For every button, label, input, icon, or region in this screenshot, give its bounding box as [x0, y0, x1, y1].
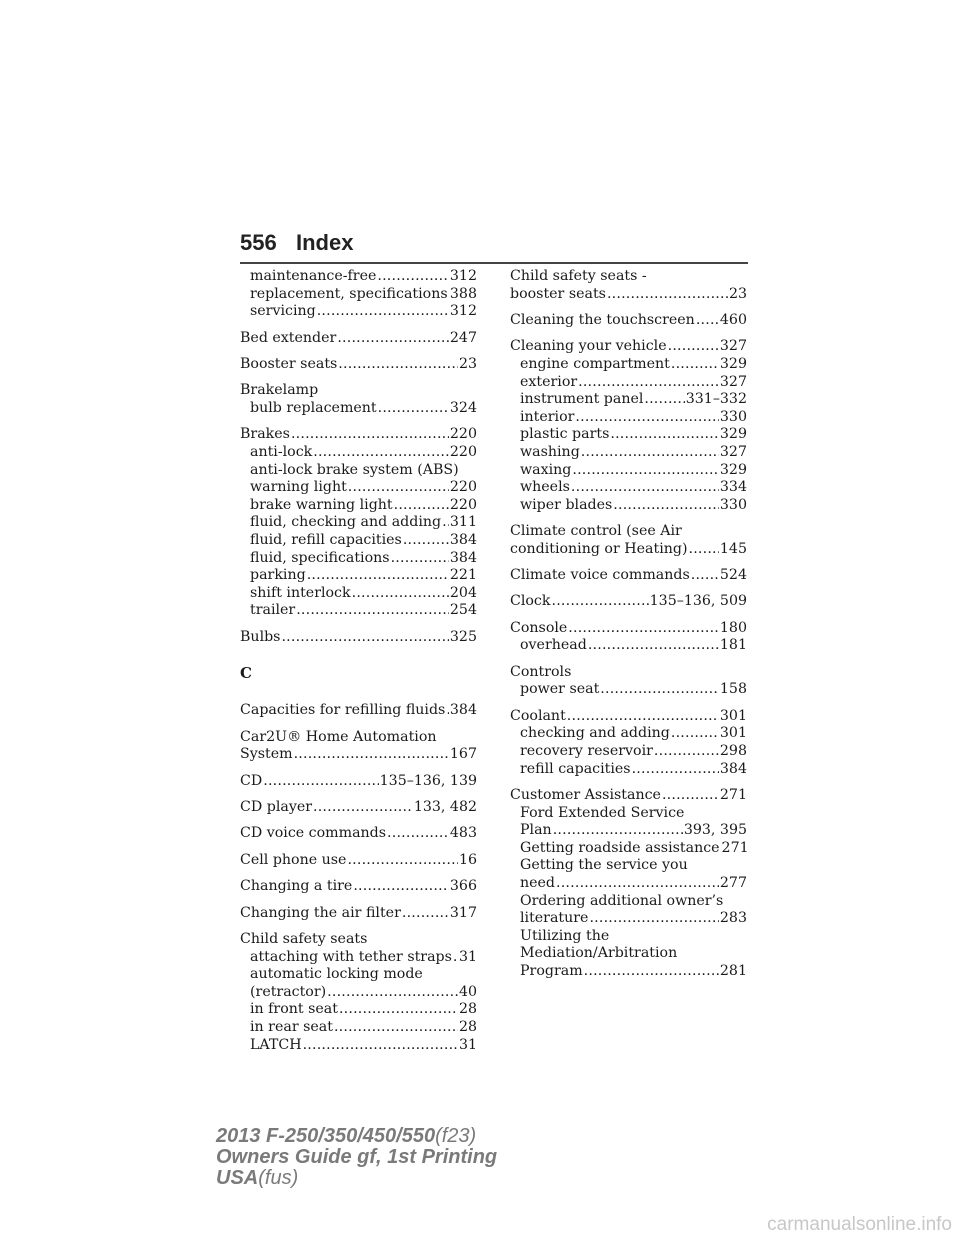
dot-leader: [303, 1037, 458, 1055]
index-subentry: [510, 857, 747, 875]
entry-text: Clock: [510, 593, 551, 610]
index-subentry: [510, 910, 747, 928]
entry-text: need: [520, 874, 556, 891]
page-reference: 220: [449, 479, 477, 496]
index-subentry: [510, 444, 747, 462]
index-entry: [240, 330, 477, 348]
entry-text: CD player: [240, 799, 313, 816]
entry-text: automatic locking mode: [250, 966, 423, 983]
dot-leader: [377, 268, 449, 286]
index-entry: [240, 426, 477, 620]
page-reference: 23: [728, 285, 747, 302]
index-term: [510, 523, 747, 541]
dot-leader: [575, 409, 718, 427]
dot-leader: [632, 761, 719, 779]
dot-leader: [402, 905, 449, 923]
dot-leader: [348, 479, 449, 497]
page-reference: 180: [719, 619, 747, 636]
index-subentry: [240, 514, 477, 532]
dot-leader: [671, 356, 719, 374]
entry-text: washing: [520, 443, 580, 460]
watermark: carmanualsonline.info: [767, 1214, 952, 1235]
index-entry: [240, 905, 477, 923]
dot-leader: [600, 681, 719, 699]
entry-text: literature: [520, 910, 589, 927]
index-entry: [240, 382, 477, 417]
entry-text: power seat: [520, 681, 600, 698]
dot-leader: [337, 330, 449, 348]
index-subentry: [510, 725, 747, 743]
entry-text: Coolant: [510, 707, 566, 724]
entry-text: replacement, specifications: [250, 285, 448, 302]
entry-text: brake warning light: [250, 496, 393, 513]
dot-leader: [338, 356, 458, 374]
page-reference: 135–136, 139: [379, 772, 477, 789]
page-reference: 28: [458, 1001, 477, 1018]
dot-leader: [334, 1019, 458, 1037]
index-term: [510, 567, 747, 585]
index-subentry: [240, 497, 477, 515]
index-term: [510, 268, 747, 286]
dot-leader: [281, 629, 448, 647]
entry-text: Program: [520, 962, 583, 979]
dot-leader: [294, 746, 449, 764]
dot-leader: [391, 550, 449, 568]
page-reference: 327: [719, 338, 747, 355]
entry-text: Cleaning your vehicle: [510, 338, 667, 355]
page-reference: 384: [719, 760, 747, 777]
page-reference: 329: [719, 426, 747, 443]
index-subentry: [240, 1019, 477, 1037]
index-subentry: [510, 963, 747, 981]
entry-text: checking and adding: [520, 725, 670, 742]
entry-text: CD: [240, 772, 263, 789]
entry-text: waxing: [520, 461, 572, 478]
index-term: [240, 382, 477, 400]
index-subentry: [240, 444, 477, 462]
index-subentry: [240, 268, 477, 286]
entry-text: servicing: [250, 303, 316, 320]
dot-leader: [696, 312, 719, 330]
index-column-left: [240, 268, 477, 1063]
index-subentry: [240, 1037, 477, 1055]
page-reference: 271: [719, 787, 747, 804]
index-term: [510, 664, 747, 682]
entry-text: booster seats: [510, 285, 606, 302]
page-reference: 301: [719, 725, 747, 742]
index-subentry: [510, 743, 747, 761]
dot-leader: [446, 702, 449, 720]
page-reference: 329: [719, 355, 747, 372]
index-term: [510, 338, 747, 356]
page-reference: 31: [458, 1036, 477, 1053]
index-entry: [510, 523, 747, 558]
index-term: [510, 787, 747, 805]
page-reference: 325: [449, 628, 477, 645]
entry-text: plastic parts: [520, 426, 610, 443]
dot-leader: [607, 286, 728, 304]
page-reference: 271: [721, 839, 749, 856]
entry-text: anti-lock: [250, 443, 313, 460]
index-subentry: [510, 761, 747, 779]
entry-text: fluid, refill capacities: [250, 531, 402, 548]
index-term: [240, 905, 477, 923]
page-reference: 388: [449, 285, 477, 302]
entry-text: wiper blades: [520, 496, 613, 513]
dot-leader: [313, 444, 449, 462]
index-entry: [510, 338, 747, 514]
page-reference: 281: [719, 962, 747, 979]
dot-leader: [442, 514, 449, 532]
entry-text: CD voice commands: [240, 825, 387, 842]
footer-line-2: Owners Guide gf, 1st Printing: [216, 1146, 498, 1168]
entry-text: (retractor): [250, 983, 327, 1000]
dot-leader: [387, 825, 449, 843]
dot-leader: [588, 637, 719, 655]
index-entry: [240, 629, 477, 647]
index-term: [240, 825, 477, 843]
index-entry: [510, 787, 747, 981]
dot-leader: [296, 602, 449, 620]
index-entry: [510, 708, 747, 778]
entry-text: Climate voice commands: [510, 567, 690, 584]
page-reference: 384: [449, 531, 477, 548]
page-reference: 16: [458, 851, 477, 868]
dot-leader: [571, 479, 719, 497]
entry-text: Booster seats: [240, 355, 338, 372]
dot-leader: [352, 585, 449, 603]
page-reference: 384: [449, 549, 477, 566]
dot-leader: [584, 963, 719, 981]
entry-text: warning light: [250, 479, 347, 496]
entry-text: Bed extender: [240, 329, 337, 346]
index-subentry: [240, 400, 477, 418]
dot-leader: [567, 708, 719, 726]
page-reference: 158: [719, 681, 747, 698]
index-subentry: [510, 928, 747, 946]
dot-leader: [551, 593, 648, 611]
entry-text: Ford Extended Service: [520, 804, 685, 821]
entry-text: System: [240, 746, 293, 763]
index-term: [240, 356, 477, 374]
entry-text: Child safety seats: [240, 930, 368, 947]
dot-leader: [339, 1001, 458, 1019]
page-reference: 40: [458, 983, 477, 1000]
index-entry: [510, 620, 747, 655]
entry-text: instrument panel: [520, 391, 644, 408]
dot-leader: [572, 462, 719, 480]
dot-leader: [327, 984, 458, 1002]
index-entry: [240, 931, 477, 1054]
page-reference: 220: [449, 496, 477, 513]
dot-leader: [553, 822, 683, 840]
dot-leader: [313, 799, 413, 817]
entry-text: trailer: [250, 602, 296, 619]
index-term: [240, 330, 477, 348]
index-subentry: [510, 893, 747, 911]
page-reference: 366: [449, 878, 477, 895]
dot-leader: [578, 374, 719, 392]
entry-text: shift interlock: [250, 584, 351, 601]
page-reference: 221: [449, 567, 477, 584]
page-reference: 327: [719, 443, 747, 460]
page-reference: 31: [458, 948, 477, 965]
index-letter-heading: C: [240, 664, 252, 683]
index-subentry: [240, 550, 477, 568]
entry-text: attaching with tether straps: [250, 948, 452, 965]
page-reference: 331–332: [685, 391, 747, 408]
index-subentry: [510, 875, 747, 893]
entry-text: conditioning or Heating): [510, 540, 688, 557]
page-reference: 133, 482: [413, 799, 477, 816]
page-header: [240, 227, 748, 259]
index-term: [240, 931, 477, 949]
index-subentry: [510, 822, 747, 840]
index-subentry: [510, 462, 747, 480]
index-entry: [240, 878, 477, 896]
footer-line-1: [216, 1126, 497, 1147]
page-reference: 247: [449, 329, 477, 346]
entry-text: Ordering additional owner’s: [520, 892, 724, 909]
index-subentry: [510, 805, 747, 823]
dot-leader: [347, 852, 457, 870]
index-term: [240, 878, 477, 896]
footer-market: USA: [216, 1167, 259, 1189]
entry-text: recovery reservoir: [520, 743, 653, 760]
index-subentry: [510, 637, 747, 655]
dot-leader: [291, 426, 449, 444]
dot-leader: [688, 541, 718, 559]
index-term: [510, 708, 747, 726]
page-reference: 301: [719, 707, 747, 724]
dot-leader: [403, 532, 449, 550]
page-reference: 393, 395: [683, 822, 747, 839]
dot-leader: [671, 725, 719, 743]
entry-text: Getting roadside assistance: [520, 839, 720, 856]
entry-text: interior: [520, 408, 575, 425]
index-subentry: [510, 391, 747, 409]
footer-model-code: (f23): [435, 1125, 477, 1147]
entry-text: Utilizing the: [520, 927, 610, 944]
index-entry: [240, 702, 477, 720]
index-entry: [240, 852, 477, 870]
page-reference: 317: [449, 904, 477, 921]
page-reference: 283: [719, 910, 747, 927]
entry-text: Controls: [510, 663, 572, 680]
page-reference: 330: [719, 408, 747, 425]
entry-text: maintenance-free: [250, 268, 377, 284]
entry-text: Changing the air filter: [240, 904, 401, 921]
page-title: Index: [296, 230, 354, 255]
dot-leader: [453, 949, 458, 967]
index-subentry: [240, 303, 477, 321]
index-subentry: [240, 286, 477, 304]
page-reference: 135–136, 509: [649, 593, 747, 610]
entry-text: fluid, specifications: [250, 549, 390, 566]
dot-leader: [613, 497, 719, 515]
page-reference: 329: [719, 461, 747, 478]
dot-leader: [317, 303, 449, 321]
footer-model: 2013 F-250/350/450/550: [216, 1125, 436, 1147]
dot-leader: [394, 497, 449, 515]
dot-leader: [610, 426, 719, 444]
entry-text: Cell phone use: [240, 851, 347, 868]
index-subentry: [510, 681, 747, 699]
page-reference: 254: [449, 602, 477, 619]
entry-text: Console: [510, 619, 568, 636]
index-term: [510, 541, 747, 559]
page-reference: 327: [719, 373, 747, 390]
entry-text: LATCH: [250, 1036, 302, 1053]
entry-text: Child safety seats -: [510, 268, 647, 284]
entry-text: Climate control (see Air: [510, 523, 682, 540]
entry-text: Brakelamp: [240, 382, 319, 399]
page-reference: 324: [449, 399, 477, 416]
dot-leader: [263, 773, 378, 791]
index-entry: [240, 773, 477, 791]
index-subentry: [510, 840, 747, 858]
index-subentry: [240, 585, 477, 603]
index-entry: [510, 268, 747, 303]
dot-leader: [668, 338, 719, 356]
entry-text: in rear seat: [250, 1018, 333, 1035]
index-subentry: [510, 497, 747, 515]
index-term: [240, 852, 477, 870]
page-reference: 204: [449, 584, 477, 601]
index-subentry: [240, 532, 477, 550]
page-reference: 334: [719, 479, 747, 496]
index-term: [240, 629, 477, 647]
entry-text: Bulbs: [240, 628, 281, 645]
index-subentry: [510, 945, 747, 963]
index-term: [240, 702, 477, 720]
index-term: [240, 773, 477, 791]
index-term: [510, 593, 747, 611]
index-subentry: [240, 479, 477, 497]
entry-text: Customer Assistance: [510, 787, 661, 804]
dot-leader: [568, 620, 719, 638]
page-reference: 181: [719, 637, 747, 654]
index-entry: [510, 312, 747, 330]
entry-text: in front seat: [250, 1001, 338, 1018]
entry-text: Mediation/Arbitration: [520, 945, 678, 962]
entry-text: refill capacities: [520, 760, 631, 777]
index-term: [240, 799, 477, 817]
page-reference: 483: [449, 825, 477, 842]
index-subentry: [240, 966, 477, 984]
dot-leader: [589, 910, 718, 928]
index-term: [510, 620, 747, 638]
index-subentry: [510, 479, 747, 497]
index-subentry: [510, 356, 747, 374]
index-term: [240, 746, 477, 764]
dot-leader: [691, 567, 719, 585]
index-subentry: [240, 462, 477, 480]
page-reference: 220: [449, 426, 477, 443]
index-column-right: [510, 268, 747, 989]
index-subentry: [510, 409, 747, 427]
dot-leader: [556, 875, 719, 893]
page-reference: 145: [719, 540, 747, 557]
entry-text: bulb replacement: [250, 399, 377, 416]
page-reference: 312: [449, 268, 477, 284]
entry-text: Car2U® Home Automation: [240, 728, 437, 745]
index-entry: [510, 664, 747, 699]
page-reference: 220: [449, 443, 477, 460]
index-subentry: [240, 984, 477, 1002]
index-term: [240, 729, 477, 747]
index-entry: [240, 268, 477, 321]
index-subentry: [510, 426, 747, 444]
entry-text: Brakes: [240, 426, 290, 443]
index-subentry: [510, 374, 747, 392]
entry-text: parking: [250, 567, 306, 584]
index-term: [240, 426, 477, 444]
index-entry: [240, 825, 477, 843]
entry-text: Capacities for refilling fluids: [240, 702, 446, 719]
index-entry: [510, 567, 747, 585]
dot-leader: [654, 743, 719, 761]
index-term: [510, 286, 747, 304]
index-entry: [240, 729, 477, 764]
index-entry: [240, 356, 477, 374]
entry-text: Changing a tire: [240, 878, 353, 895]
dot-leader: [662, 787, 719, 805]
index-entry: [510, 593, 747, 611]
page-reference: 311: [449, 514, 477, 531]
index-subentry: [240, 602, 477, 620]
page-reference: 460: [719, 311, 747, 328]
dot-leader: [378, 400, 449, 418]
dot-leader: [581, 444, 719, 462]
entry-text: Cleaning the touchscreen: [510, 311, 695, 328]
page-reference: 277: [719, 874, 747, 891]
dot-leader: [307, 567, 449, 585]
footer-market-code: (fus): [258, 1167, 299, 1189]
entry-text: engine compartment: [520, 355, 670, 372]
page-reference: 167: [449, 746, 477, 763]
entry-text: overhead: [520, 637, 587, 654]
page-reference: 384: [449, 702, 477, 719]
dot-leader: [353, 878, 449, 896]
page-reference: 524: [719, 567, 747, 584]
page-number: 556: [240, 230, 277, 255]
entry-text: wheels: [520, 479, 570, 496]
page-reference: 23: [458, 355, 477, 372]
page-reference: 330: [719, 496, 747, 513]
footer: [216, 1126, 497, 1189]
entry-text: Plan: [520, 822, 552, 839]
index-subentry: [240, 567, 477, 585]
page-reference: 298: [719, 743, 747, 760]
index-term: [510, 312, 747, 330]
entry-text: fluid, checking and adding: [250, 514, 442, 531]
footer-line-3: [216, 1168, 497, 1189]
header-divider: [240, 262, 748, 264]
entry-text: exterior: [520, 373, 578, 390]
page-reference: 312: [449, 303, 477, 320]
dot-leader: [644, 391, 684, 409]
entry-text: Getting the service you: [520, 857, 688, 874]
page-reference: 28: [458, 1018, 477, 1035]
entry-text: anti-lock brake system (ABS): [250, 461, 459, 478]
index-entry: [240, 799, 477, 817]
index-subentry: [240, 1001, 477, 1019]
index-subentry: [240, 949, 477, 967]
